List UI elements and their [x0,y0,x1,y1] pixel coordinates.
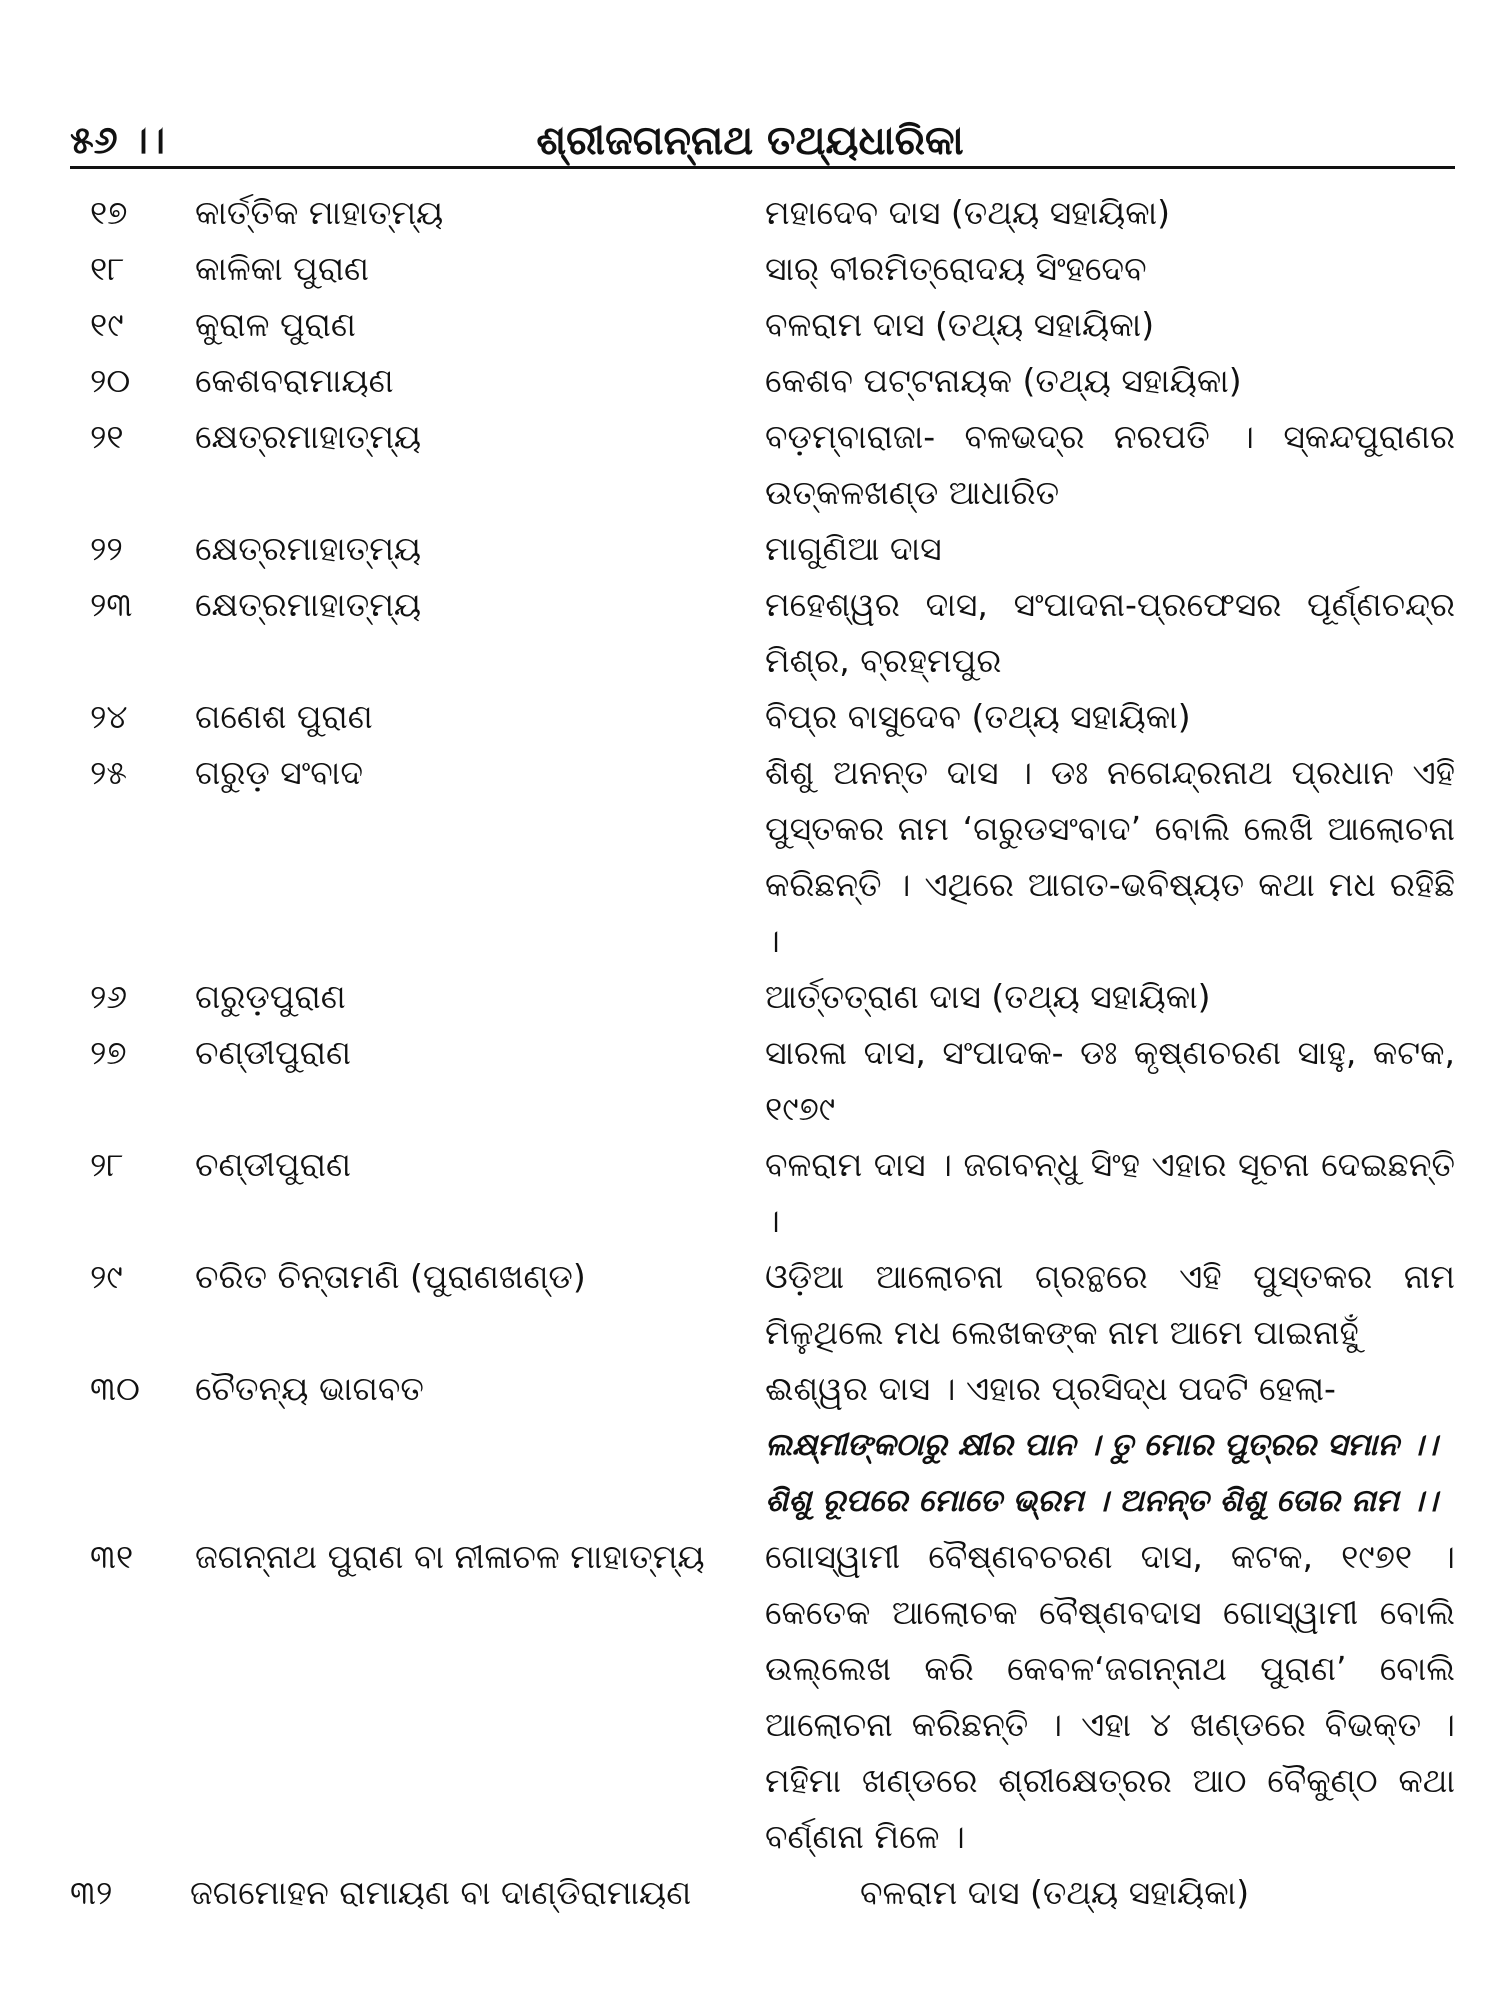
entry-24 [0,689,1500,745]
entry-description: ବଳରାମ ଦାସ (ତଥ୍ୟ ସହାୟିକା) [765,305,1155,344]
entry-title: ଗରୁଡ଼ ସଂବାଦ [195,753,364,792]
entry-number: ୨୩ [90,585,133,624]
entry-19 [0,297,1500,353]
running-title: ଶ୍ରୀଜଗନ୍ନାଥ ତଥ୍ୟଧାରିକା [536,118,964,164]
entry-23 [0,577,1500,689]
entry-title: କ୍ଷେତ୍ରମାହାତ୍ମ୍ୟ [195,529,422,568]
entry-number: ୧୭ [90,193,128,232]
entry-25 [0,745,1500,969]
entry-description: ଶିଶୁ ଅନନ୍ତ ଦାସ । ଡଃ ନଗେନ୍ଦ୍ରନାଥ ପ୍ରଧାନ ଏହି ପୁସ୍ତକର ନାମ ‘ଗରୁଡସଂବାଦ’ ବୋଲି ଲେଖି ଆଲୋଚନା କରିଛନ୍ତି । ଏଥିରେ ଆଗତ-ଭବିଷ୍ୟତ କଥା ମଧ ରହିଛି । [765,753,1455,960]
entry-18 [0,241,1500,297]
page-number: ୫୬ ।। [70,118,166,162]
entry-title: କାଳିକା ପୁରାଣ [195,249,370,288]
entry-description: ସାରଳା ଦାସ, ସଂପାଦକ- ଡଃ କୃଷ୍ଣଚରଣ ସାହୁ, କଟକ, ୧୯୭୯ [765,1033,1455,1128]
entry-description: ଗୋସ୍ୱାମୀ ବୈଷ୍ଣବଚରଣ ଦାସ, କଟକ, ୧୯୭୧ । କେତେକ ଆଲୋଚକ ବୈଷ୍ଣବଦାସ ଗୋସ୍ୱାମୀ ବୋଲି ଉଲ୍ଲେଖ କରି କେବଳ‘ଜଗନ୍ନାଥ ପୁରାଣ’ ବୋଲି ଆଲୋଚନା କରିଛନ୍ତି । ଏହା ୪ ଖଣ୍ଡରେ ବିଭକ୍ତ । ମହିମା ଖଣ୍ଡରେ ଶ୍ରୀକ୍ଷେତ୍ରର ଆଠ ବୈକୁଣ୍ଠ କଥା ବର୍ଣ୍ଣନା ମିଳେ । [765,1537,1455,1856]
entry-title: କ୍ଷେତ୍ରମାହାତ୍ମ୍ୟ [195,585,422,624]
entry-description: ବଡ଼ମ୍ବାରାଜା- ବଳଭଦ୍ର ନରପତି । ସ୍କନ୍ଦପୁରାଣର ଉତ୍କଳଖଣ୍ଡ ଆଧାରିତ [765,417,1455,512]
entry-description: ବିପ୍ର ବାସୁଦେବ (ତଥ୍ୟ ସହାୟିକା) [765,697,1191,736]
entry-number: ୧୮ [90,249,125,288]
entry-title: ଜଗନ୍ନାଥ ପୁରାଣ ବା ନୀଳାଚଳ ମାହାତ୍ମ୍ୟ [195,1537,705,1576]
entry-number: ୨୦ [90,361,131,400]
entry-description: ବଳରାମ ଦାସ (ତଥ୍ୟ ସହାୟିକା) [860,1873,1250,1912]
entry-title: ଚଣ୍ଡୀପୁରାଣ [195,1033,351,1072]
entry-number: ୨୫ [90,753,128,792]
entry-20 [0,353,1500,409]
entry-description: ଓଡ଼ିଆ ଆଲୋଚନା ଗ୍ରନ୍ଥରେ ଏହି ପୁସ୍ତକର ନାମ ମିଳୁଥିଲେ ମଧ ଲେଖକଙ୍କ ନାମ ଆମେ ପାଇନାହୁଁ [765,1257,1455,1352]
entry-30 [0,1361,1500,1529]
entry-32 [0,1865,1500,1921]
entry-title: ଚଣ୍ଡୀପୁରାଣ [195,1145,351,1184]
page-header [70,118,1455,166]
entry-number: ୨୮ [90,1145,124,1184]
entry-description: କେଶବ ପଟ୍ଟନାୟକ (ତଥ୍ୟ ସହାୟିକା) [765,361,1242,400]
entry-29 [0,1249,1500,1361]
entry-title: ଜଗମୋହନ ରାମାୟଣ ବା ଦାଣ୍ଡିରାମାୟଣ [190,1873,692,1912]
entry-list [0,185,1500,1921]
entry-description: ମାଗୁଣିଆ ଦାସ [765,529,942,568]
entry-number: ୨୯ [90,1257,123,1296]
entry-description: ମହେଶ୍ୱର ଦାସ, ସଂପାଦନା-ପ୍ରଫେସର ପୂର୍ଣ୍ଣଚନ୍ଦ୍ର ମିଶ୍ର, ବ୍ରହ୍ମପୁର [765,585,1455,680]
entry-21 [0,409,1500,521]
entry-22 [0,521,1500,577]
entry-number: ୧୯ [90,305,124,344]
entry-number: ୩୧ [90,1537,134,1576]
header-rule [70,166,1455,169]
entry-27 [0,1025,1500,1137]
entry-description: ସାର୍ ବୀରମିତ୍ରୋଦୟ ସିଂହଦେବ [765,249,1147,288]
entry-title: ଚୈତନ୍ୟ ଭାଗବତ [195,1369,424,1408]
entry-title: ଗଣେଶ ପୁରାଣ [195,697,373,736]
verse-line: ଲକ୍ଷ୍ମୀଙ୍କଠାରୁ କ୍ଷୀର ପାନ । ତୁ ମୋର ପୁତ୍ରର ସମାନ ।। [765,1427,1438,1463]
entry-number: ୩୨ [70,1873,113,1912]
entry-description: ମହାଦେବ ଦାସ (ତଥ୍ୟ ସହାୟିକା) [765,193,1171,232]
entry-description: ଈଶ୍ୱର ଦାସ । ଏହାର ପ୍ରସିଦ୍ଧ ପଦଟି ହେଲା- [765,1369,1336,1408]
entry-number: ୨୧ [90,417,124,456]
verse-line: ଶିଶୁ ରୂପରେ ମୋତେ ଭ୍ରମ । ଅନନ୍ତ ଶିଶୁ ତୋର ନାମ ।। [765,1483,1438,1519]
entry-31 [0,1529,1500,1865]
entry-number: ୨୭ [90,1033,127,1072]
entry-title: କାର୍ତ୍ତିକ ମାହାତ୍ମ୍ୟ [195,193,444,232]
entry-number: ୨୬ [90,977,128,1016]
entry-title: କ୍ଷେତ୍ରମାହାତ୍ମ୍ୟ [195,417,422,456]
entry-description: ବଳରାମ ଦାସ । ଜଗବନ୍ଧୁ ସିଂହ ଏହାର ସୂଚନା ଦେଇଛନ୍ତି । [765,1145,1455,1240]
entry-title: ଗରୁଡ଼ପୁରାଣ [195,977,346,1016]
entry-number: ୩୦ [90,1369,140,1408]
entry-title: କେଶବରାମାୟଣ [195,361,394,400]
entry-number: ୨୨ [90,529,123,568]
entry-title: ଚରିତ ଚିନ୍ତାମଣି (ପୁରାଣଖଣ୍ଡ) [195,1257,586,1296]
entry-17 [0,185,1500,241]
entry-28 [0,1137,1500,1249]
entry-number: ୨୪ [90,697,128,736]
entry-title: କୁରାଳ ପୁରାଣ [195,305,356,344]
entry-26 [0,969,1500,1025]
entry-description: ଆର୍ତ୍ତତ୍ରାଣ ଦାସ (ତଥ୍ୟ ସହାୟିକା) [765,977,1211,1016]
